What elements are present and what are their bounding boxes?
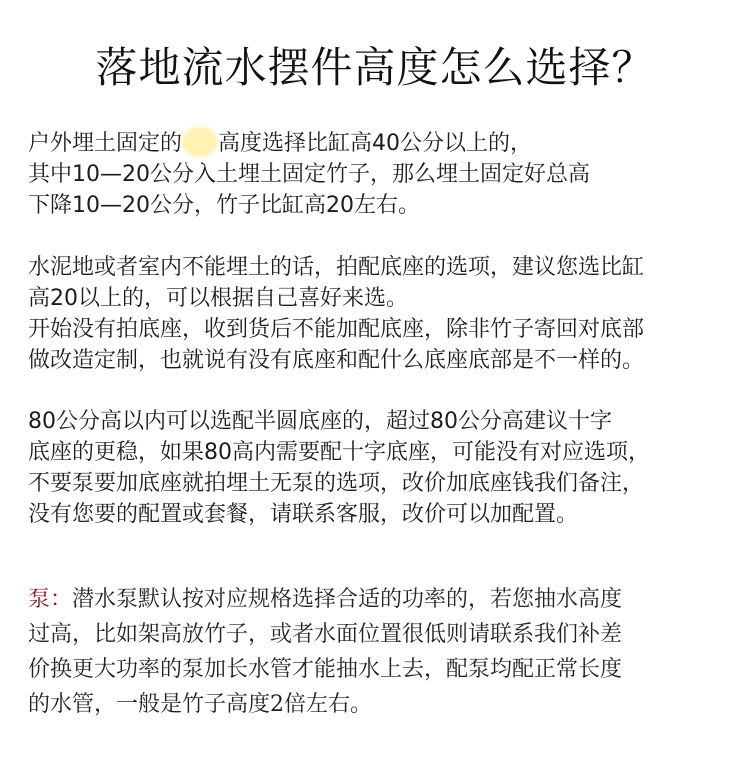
watermark-blot-icon (184, 128, 216, 156)
text-line: 过高，比如架高放竹子，或者水面位置很低则请联系我们补差 (28, 622, 623, 647)
text-line: 做改造定制，也就说有没有底座和配什么底座底部是不一样的。 (28, 348, 645, 373)
page-title: 落地流水摆件高度怎么选择？ (95, 43, 655, 92)
text-line: 没有您要的配置或套餐，请联系客服，改价可以加配置。 (28, 502, 579, 527)
text-line: 价换更大功率的泵加长水管才能抽水上去，配泵均配正常长度 (28, 657, 623, 682)
text-line: 水泥地或者室内不能埋土的话，拍配底座的选项，建议您选比缸 (28, 255, 645, 280)
text-line: 高20以上的，可以根据自己喜好来选。 (28, 286, 408, 311)
text-line (28, 582, 728, 617)
section-base-options (28, 406, 728, 530)
text-line (28, 128, 728, 159)
text-line: 的水管，一般是竹子高度2倍左右。 (28, 692, 372, 717)
text-line: 80公分高以内可以选配半圆底座的，超过80公分高建议十字 (28, 409, 612, 434)
section-outdoor-burial (28, 128, 728, 221)
text-line: 不要泵要加底座就拍埋土无泵的选项，改价加底座钱我们备注， (28, 471, 645, 496)
section-indoor-base (28, 252, 728, 376)
text-line: 开始没有拍底座，收到货后不能加配底座，除非竹子寄回对底部 (28, 317, 645, 342)
text-fragment: 户外埋土固定的 (28, 131, 183, 156)
text-line: 底座的更稳，如果80高内需要配十字底座，可能没有对应选项， (28, 440, 650, 465)
text-line: 其中10—20公分入土埋土固定竹子，那么埋土固定好总高 (28, 162, 590, 187)
text-line: 下降10—20公分，竹子比缸高20左右。 (28, 193, 420, 218)
text-fragment: 高度选择比缸高40公分以上的， (218, 131, 533, 156)
section-pump (28, 582, 728, 722)
text-fragment: 潜水泵默认按对应规格选择合适的功率的，若您抽水高度 (72, 587, 623, 612)
pump-label: 泵： (28, 587, 73, 612)
